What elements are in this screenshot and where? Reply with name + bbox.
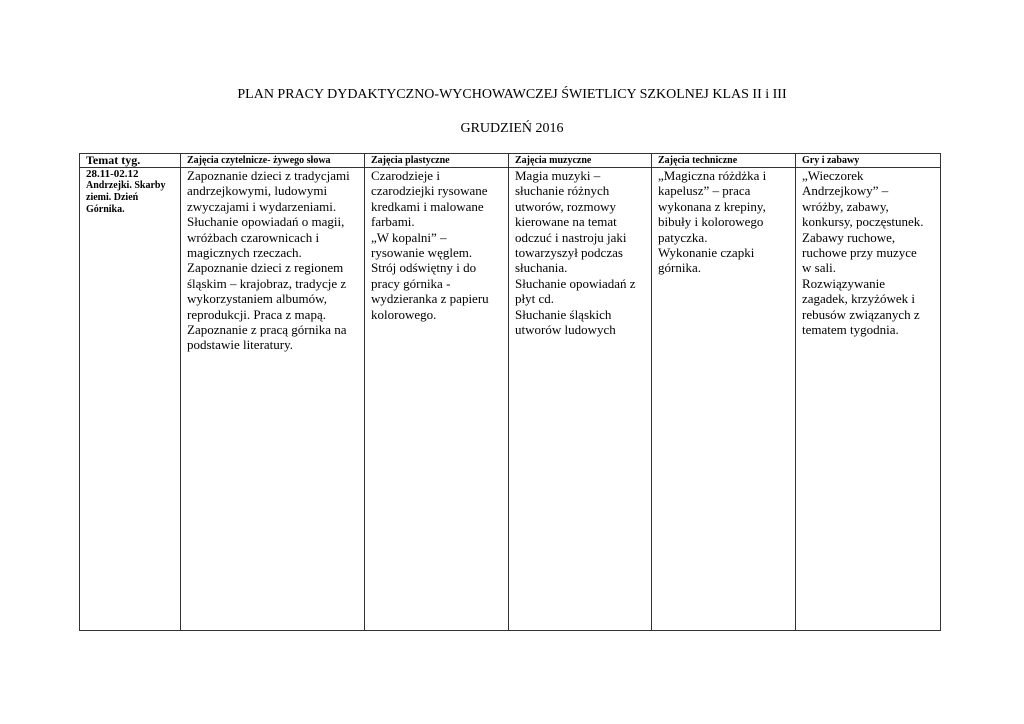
cell-games <box>796 168 941 631</box>
plan-table <box>79 153 941 631</box>
table-header-row <box>80 154 941 168</box>
header-week-topic: Temat tyg. <box>80 154 181 168</box>
games-text: „Wieczorek Andrzejkowy” – wróżby, zabawy, konkursy, poczęstunek. Zabawy ruchowe, ruchowe przy muzyce w sali. Rozwiązywanie zagadek, krzyżówek i rebusów związanych z tematem tygodnia. <box>802 168 924 338</box>
music-text: Magia muzyki – słuchanie różnych utworów, rozmowy kierowane na temat odczuć i nastroju jaki towarzyszył podczas słuchania. Słuchanie opowiadań z płyt cd. Słuchanie śląskich utworów ludowych <box>515 168 636 338</box>
header-games: Gry i zabawy <box>796 154 941 168</box>
art-text: Czarodzieje i czarodziejki rysowane kredkami i malowane farbami. „W kopalni” – rysowanie węglem. Strój odświętny i do pracy górnika - wydzieranka z papieru kolorowego. <box>371 168 489 322</box>
document-title: PLAN PRACY DYDAKTYCZNO-WYCHOWAWCZEJ ŚWIETLICY SZKOLNEJ KLAS II i III <box>237 87 787 102</box>
table-row <box>80 168 941 631</box>
week-topic: Andrzejki. Skarby ziemi. Dzień Górnika. <box>86 180 166 215</box>
cell-week <box>80 168 181 631</box>
reading-text: Zapoznanie dzieci z tradycjami andrzejkowymi, ludowymi zwyczajami i wydarzeniami. Słuchanie opowiadań o magii, wróżbach czarownicach i magicznych rzeczach. Zapoznanie dzieci z regionem śląskim – krajobraz, tradycje z wykorzystaniem albumów, reprodukcji. Praca z mapą. Zapoznanie z pracą górnika na podstawie literatury. <box>187 168 350 353</box>
header-technical: Zajęcia techniczne <box>652 154 796 168</box>
week-date: 28.11-02.12 <box>86 168 139 180</box>
cell-technical <box>652 168 796 631</box>
technical-text: „Magiczna różdżka i kapelusz” – praca wykonana z krepiny, bibuły i kolorowego patyczka. Wykonanie czapki górnika. <box>658 168 767 276</box>
cell-art <box>365 168 509 631</box>
header-music: Zajęcia muzyczne <box>509 154 652 168</box>
cell-reading <box>181 168 365 631</box>
cell-music <box>509 168 652 631</box>
header-art: Zajęcia plastyczne <box>365 154 509 168</box>
header-reading: Zajęcia czytelnicze- żywego słowa <box>181 154 365 168</box>
document-subtitle: GRUDZIEŃ 2016 <box>460 121 564 136</box>
